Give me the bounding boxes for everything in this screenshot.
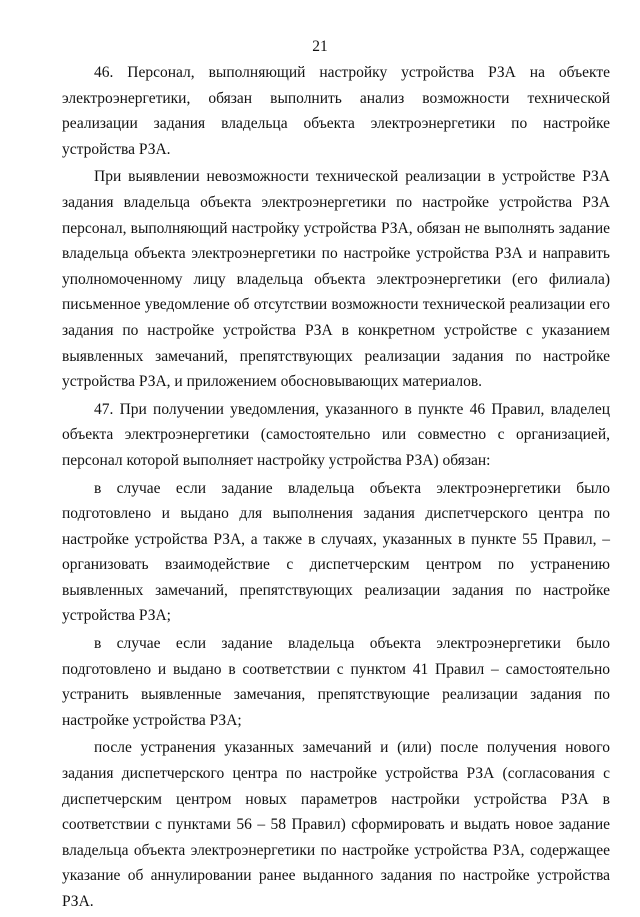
paragraph-46: 46. Персонал, выполняющий настройку устройства РЗА на объекте электроэнергетики, обязан выполнить анализ возможности технической реализации задания владельца объекта электроэнергетики по настройке устройства РЗА. bbox=[62, 64, 610, 158]
paragraph-46-continuation: При выявлении невозможности технической реализации в устройстве РЗА задания владельца объекта электроэнергетики по настройке устройства РЗА персонал, выполняющий настройку устройства РЗА, обязан не выполнять задание владельца объекта электроэнергетики по настройке устройства РЗА и направить уполномоченному лицу владельца объекта электроэнергетики (его филиала) письменное уведомление об отсутствии возможности технической реализации его задания по настройке устройства РЗА в конкретном устройстве с указанием выявленных замечаний, препятствующих реализации задания по настройке устройства РЗА, и приложением обосновывающих материалов. bbox=[62, 168, 610, 391]
document-body bbox=[62, 60, 610, 917]
paragraph-47-item-2: в случае если задание владельца объекта электроэнергетики было подготовлено и выдано в соответствии с пунктом 41 Правил – самостоятельно устранить выявленные замечания, препятствующие реализации задания по настройке устройства РЗА; bbox=[62, 635, 610, 729]
paragraph-47: 47. При получении уведомления, указанного в пункте 46 Правил, владелец объекта электроэнергетики (самостоятельно или совместно с организацией, персонал которой выполняет настройку устройства РЗА) обязан: bbox=[62, 400, 610, 469]
page-number: 21 bbox=[312, 38, 328, 55]
paragraph-47-item-1: в случае если задание владельца объекта электроэнергетики было подготовлено и выдано для выполнения задания диспетчерского центра по настройке устройства РЗА, а также в случаях, указанных в пункте 55 Правил, – организовать взаимодействие с диспетчерским центром по устранению выявленных замечаний, препятствующих реализации задания по настройке устройства РЗА; bbox=[62, 479, 610, 625]
paragraph-47-item-3: после устранения указанных замечаний и (или) после получения нового задания диспетчерского центра по настройке устройства РЗА (согласования с диспетчерским центром новых параметров настройки устройства РЗА в соответствии с пунктами 56 – 58 Правил) сформировать и выдать новое задание владельца объекта электроэнергетики по настройке устройства РЗА, содержащее указание об аннулировании ранее выданного задания по настройке устройства РЗА. bbox=[62, 739, 610, 910]
